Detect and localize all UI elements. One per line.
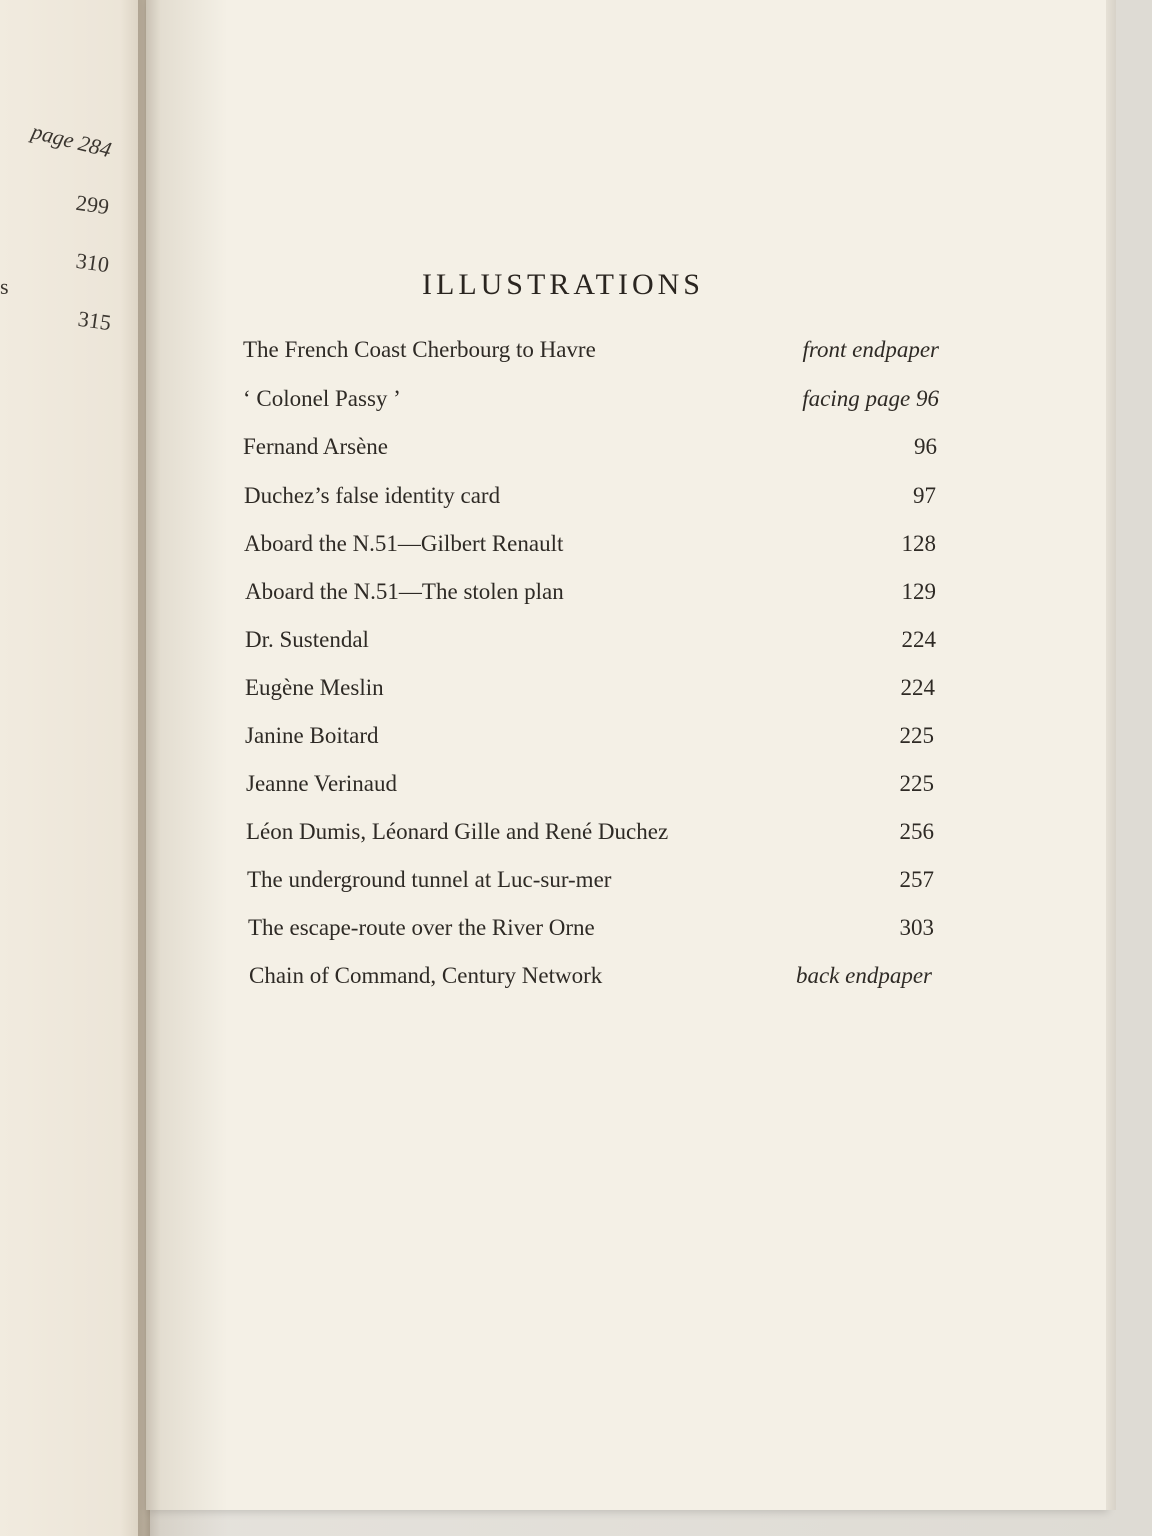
illustration-title: Aboard the N.51—The stolen plan	[245, 579, 564, 604]
list-item	[245, 670, 935, 706]
illustration-title: The French Coast Cherbourg to Havre	[243, 337, 596, 362]
illustration-page: 97	[913, 483, 936, 508]
illustration-page: facing page 96	[802, 386, 939, 411]
illustration-page: 257	[899, 867, 934, 892]
list-item	[244, 478, 936, 514]
list-item	[246, 814, 934, 850]
list-item	[248, 910, 934, 946]
illustration-title: The underground tunnel at Luc-sur-mer	[247, 867, 612, 892]
illustration-page: 225	[899, 771, 934, 796]
list-item	[243, 429, 937, 465]
list-item	[247, 862, 934, 898]
illustration-page: 303	[899, 915, 934, 940]
prev-page-number: 315	[76, 305, 113, 336]
prev-page-number: 310	[74, 247, 111, 278]
illustration-title: Dr. Sustendal	[245, 627, 369, 652]
illustration-page: 128	[901, 531, 936, 556]
list-item	[244, 526, 936, 562]
illustration-title: ‘ Colonel Passy ’	[243, 386, 401, 411]
list-item	[246, 766, 934, 802]
illustration-page: 224	[900, 675, 935, 700]
illustration-title: Chain of Command, Century Network	[249, 963, 603, 988]
illustration-page: 225	[899, 723, 934, 748]
illustration-page: 224	[901, 627, 936, 652]
list-item	[245, 622, 936, 658]
page-title: ILLUSTRATIONS	[422, 268, 704, 301]
list-item	[243, 381, 939, 417]
illustration-title: Eugène Meslin	[245, 675, 384, 700]
illustration-page: back endpaper	[795, 963, 932, 988]
illustration-title: Duchez’s false identity card	[244, 483, 501, 508]
list-item	[249, 958, 932, 994]
list-item	[245, 718, 934, 754]
illustration-title: Aboard the N.51—Gilbert Renault	[244, 531, 564, 556]
illustration-title: Jeanne Verinaud	[246, 771, 397, 796]
prev-page-fragment: s	[0, 274, 9, 299]
illustration-title: Fernand Arsène	[243, 434, 388, 459]
illustration-page: 96	[914, 434, 937, 459]
illustration-title: The escape-route over the River Orne	[248, 915, 595, 940]
illustration-page: 256	[899, 819, 934, 844]
illustration-title: Janine Boitard	[245, 723, 379, 748]
illustration-title: Léon Dumis, Léonard Gille and René Duchez	[246, 819, 669, 844]
list-item	[245, 574, 936, 610]
list-item	[243, 332, 939, 368]
prev-page-number: 299	[74, 189, 111, 220]
illustration-page: 129	[901, 579, 936, 604]
illustration-page: front endpaper	[802, 337, 939, 362]
prev-page-number: page 284	[29, 118, 114, 163]
